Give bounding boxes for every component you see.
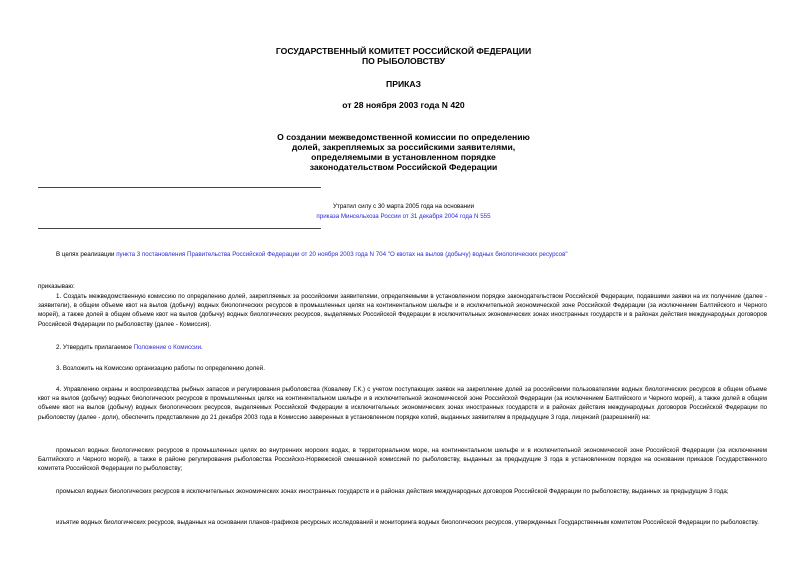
order-item-4-sub-c: изъятие водных биологических ресурсов, выданных на основании планов-графиков ресурсных исследований и мониторинга водных биологических ресурсов, утвержденных Государственным комитетом Российской Федерации по рыболовству. bbox=[56, 519, 759, 526]
status-link[interactable]: приказа Минсельхоза России от 31 декабря 2004 года N 555 bbox=[316, 213, 491, 220]
preamble bbox=[38, 250, 767, 259]
regulation-link[interactable]: Положение о Комиссии bbox=[133, 344, 202, 351]
order-item-2-prefix: 2. Утвердить прилагаемое bbox=[56, 344, 134, 351]
orders-intro: приказываю: bbox=[38, 283, 75, 290]
doc-subject-line-1: О создании межведомственной комиссии по определению bbox=[277, 132, 530, 142]
order-item-4-sub-a: промысел водных биологических ресурсов в промышленных целях во внутренних морских водах, в территориальном море, на континентальном шельфе и в исключительной экономической зоне Российской Федерации (за исключением Балтийского и Черного морей), а также в районе регулирования рыболовства Российско-Норвежской смешанной комиссией по рыболовству, выданных за предыдущие 3 года в установленном порядке на основании приказов Государственного комитета Российской Федерации по рыболовству; bbox=[38, 447, 767, 473]
preamble-link[interactable]: пункта 3 постановления Правительства Российской Федерации от 20 ноября 2003 года N 704 "О квотах на вылов (добычу) водных биологических ресурсов" bbox=[116, 251, 568, 258]
order-item-2 bbox=[38, 343, 767, 352]
preamble-prefix: В целях реализации bbox=[56, 251, 117, 258]
doc-date: от 28 ноября 2003 года N 420 bbox=[342, 100, 465, 110]
status-link-wrap bbox=[0, 212, 807, 221]
order-item-1: 1. Создать межведомственную комиссию по определению долей, закрепляемых за российскими заявителями, определяемыми в установленном порядке законодательством Российской Федерации, подавшими заявки на их получение (далее - заявители), в общем объеме квот на вылов (добычу) водных биологических ресурсов в промышленных целях на континентальном шельфе и в исключительной экономической зоне Российской Федерации (за исключением Балтийского и Черного морей), а также долей в общем объеме квот на вылов (добычу) водных биологических ресурсов, выделяемых Российской Федерации в исключительных экономических зонах иностранных государств и в районах действия международных договоров Российской Федерации по рыболовству (далее - Комиссия). bbox=[38, 293, 767, 328]
doc-subject-line-4: законодательством Российской Федерации bbox=[309, 162, 498, 172]
doc-type: ПРИКАЗ bbox=[386, 79, 421, 89]
order-item-2-suffix: . bbox=[201, 344, 203, 351]
doc-subject-line-3: определяемыми в установленном порядке bbox=[311, 152, 496, 162]
org-name-line2: ПО РЫБОЛОВСТВУ bbox=[361, 56, 446, 66]
divider-bottom bbox=[38, 228, 321, 229]
doc-subject-line-2: долей, закрепляемых за российскими заявителями, bbox=[291, 142, 516, 152]
order-item-4: 4. Управлению охраны и воспроизводства рыбных запасов и регулирования рыболовства (Ковалеву Г.К.) с учетом поступающих заявок на закрепление долей за российскими пользователями водных биологических ресурсов в общем объеме квот на вылов (добычу) водных биологических ресурсов в промышленных целях на континентальном шельфе и в исключительной экономической зоне Российской Федерации (за исключением Балтийского и Черного морей), а также долей в общем объеме квот на вылов (добычу) водных биологических ресурсов, выделяемых Российской Федерации в исключительных экономических зонах иностранных государств и в районах действия международных договоров Российской Федерации по рыболовству (далее - доли), обеспечить представление до 21 декабря 2003 года в Комиссию заверенных в установленном порядке копий, выданных заявителям в предыдущие 3 года, лицензий (разрешений) на: bbox=[38, 386, 767, 421]
divider-top bbox=[38, 187, 321, 188]
org-name-line1: ГОСУДАРСТВЕННЫЙ КОМИТЕТ РОССИЙСКОЙ ФЕДЕРАЦИИ bbox=[275, 46, 532, 56]
order-item-3: 3. Возложить на Комиссию организацию работы по определению долей. bbox=[56, 365, 265, 372]
status-note: Утратил силу с 30 марта 2005 года на основании bbox=[332, 203, 475, 210]
order-item-4-sub-b: промысел водных биологических ресурсов в исключительных экономических зонах иностранных государств и в районах действия международных договоров Российской Федерации по рыболовству, выданных за предыдущие 3 года; bbox=[56, 488, 729, 495]
